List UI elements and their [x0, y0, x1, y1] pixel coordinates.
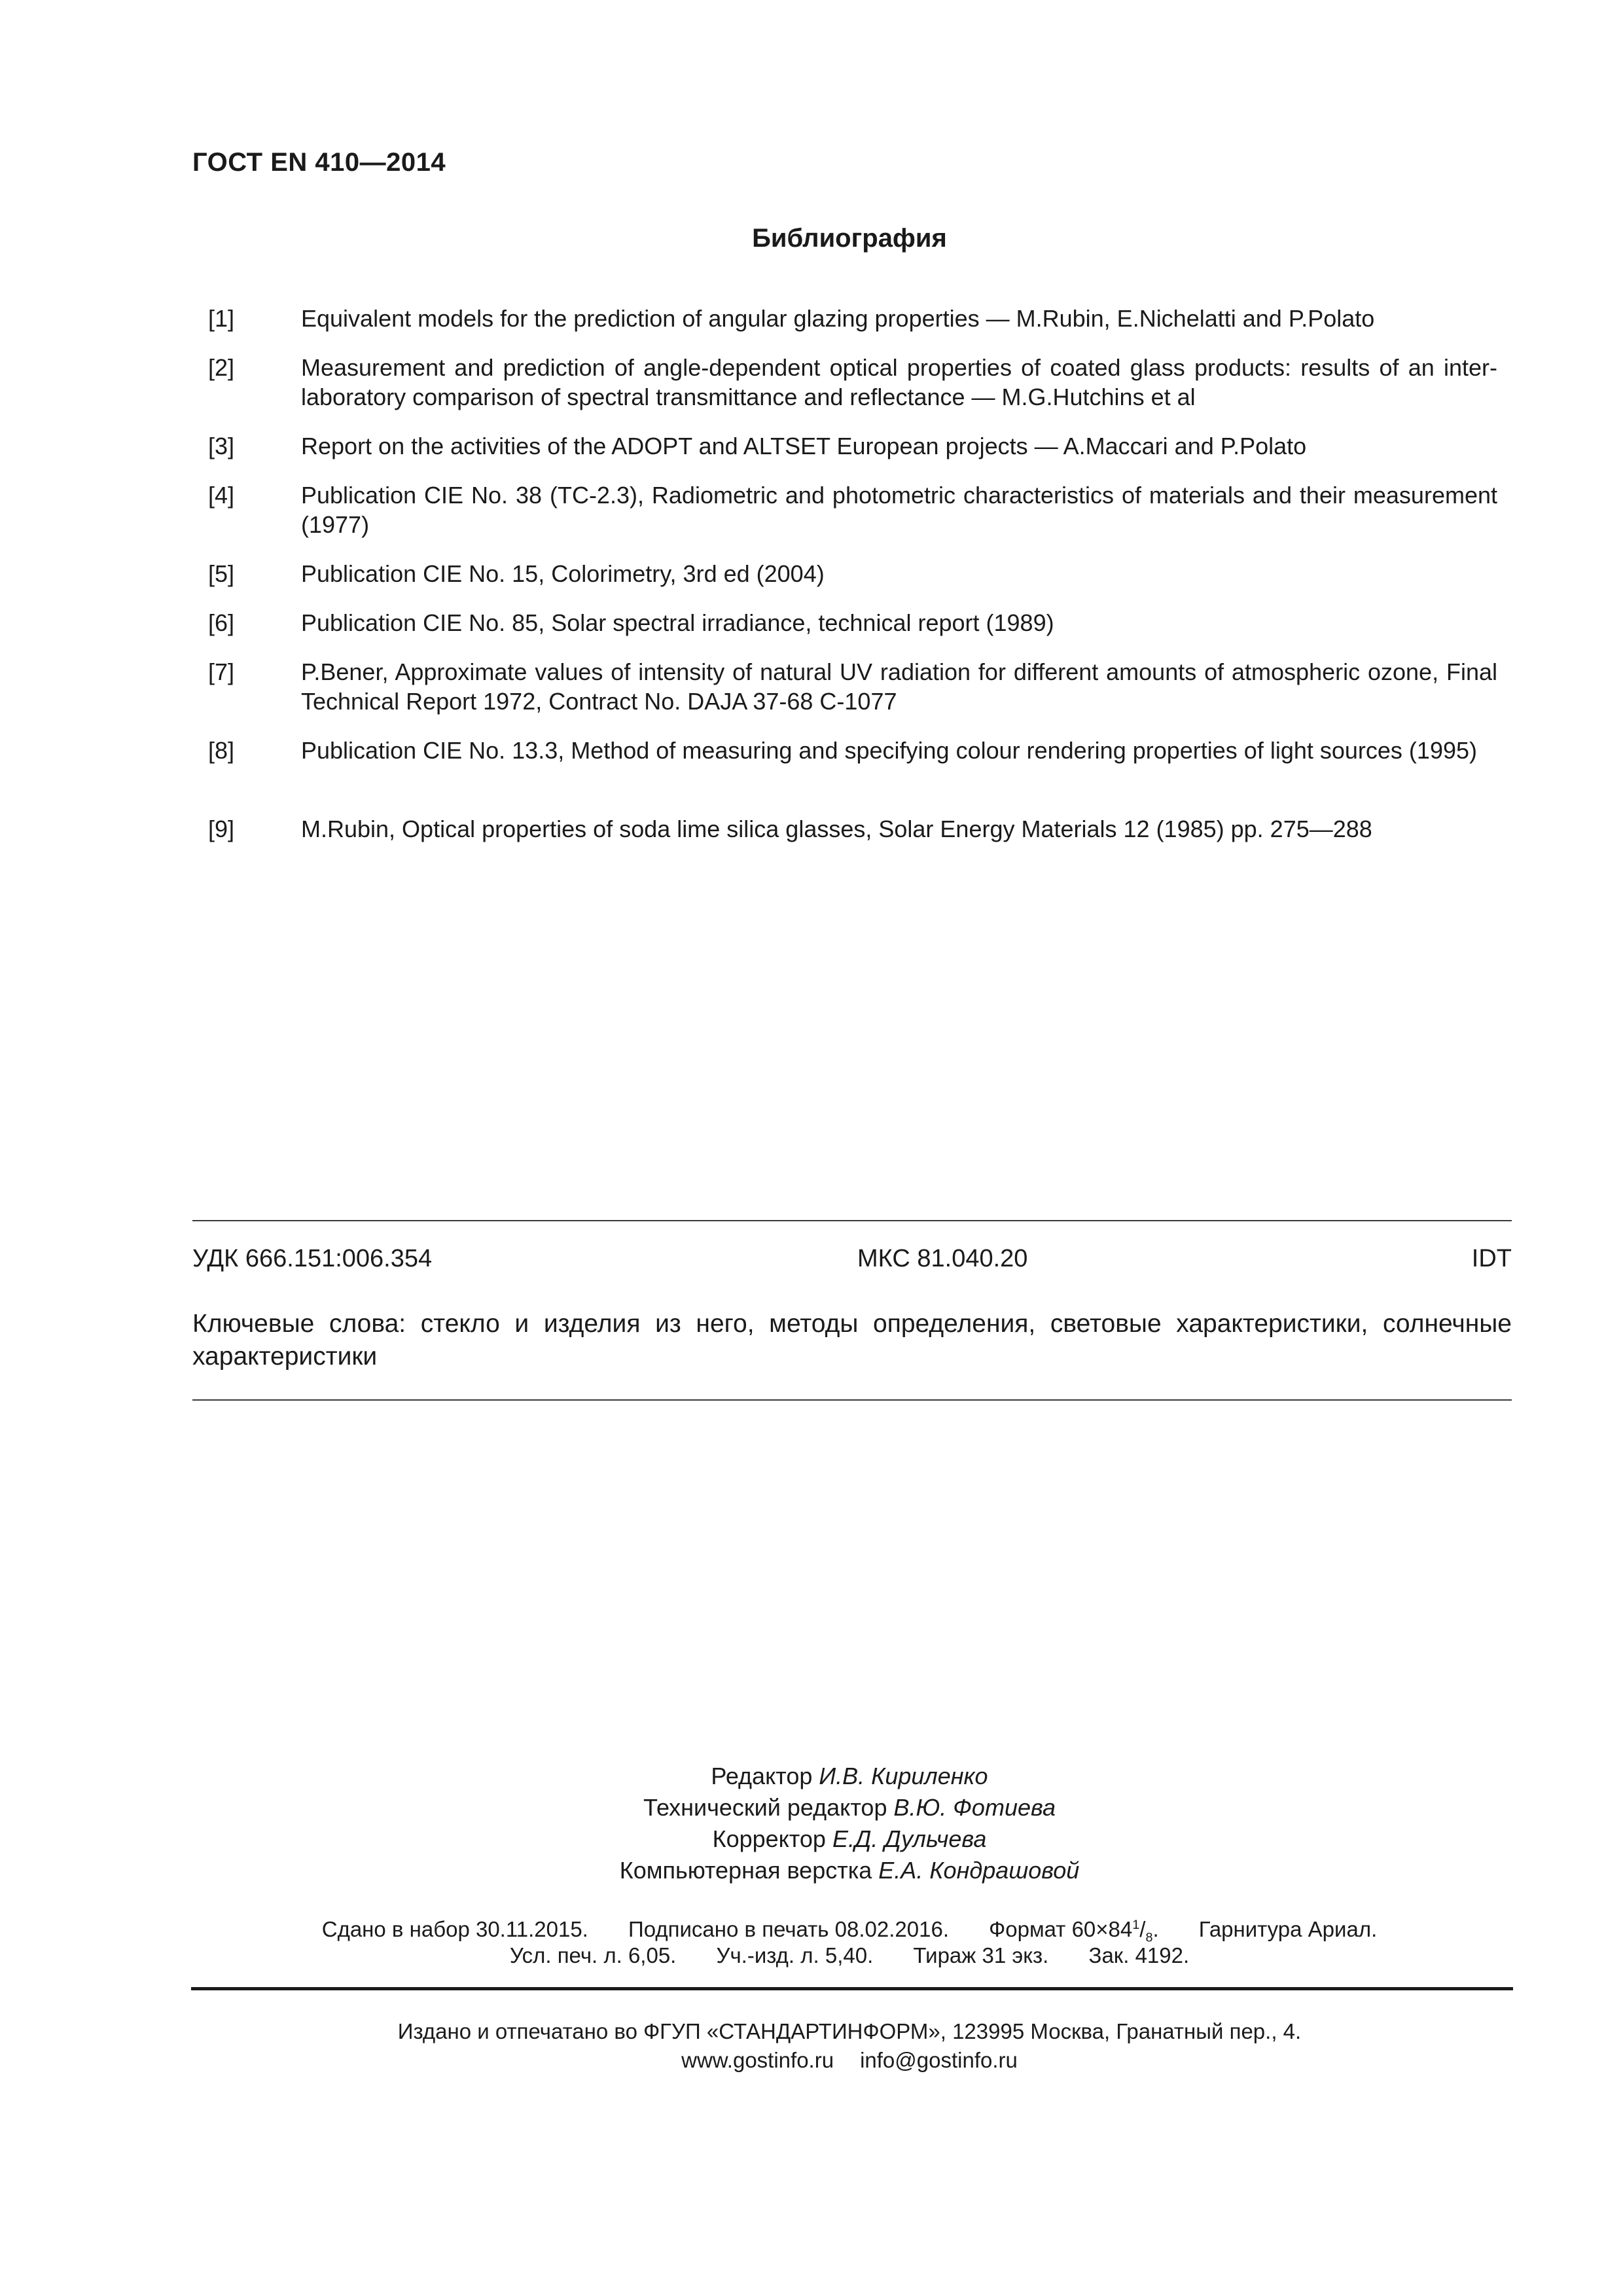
document-code: ГОСТ EN 410—2014 [192, 148, 446, 177]
credits-block [0, 1761, 1623, 1886]
publisher-contacts [0, 2046, 1623, 2075]
udk-code: УДК 666.151:006.354 [192, 1245, 433, 1272]
entry-text: Publication CIE No. 15, Colorimetry, 3rd ed (2004) [301, 560, 825, 587]
entry-text: M.Rubin, Optical properties of soda lime silica glasses, Solar Energy Materials 12 (1985) pp. 275—288 [301, 816, 1372, 842]
corrector-line [0, 1823, 1623, 1855]
mks-code: МКС 81.040.20 [857, 1245, 1028, 1272]
entry-text: Publication CIE No. 38 (TC-2.3), Radiometric and photometric characteristics of materials and their measurement (1977) [301, 482, 1497, 538]
submitted-date: Сдано в набор 30.11.2015. [321, 1917, 588, 1941]
publishing-sheets: Уч.-изд. л. 5,40. [716, 1943, 874, 1967]
editor-name: И.В. Кириленко [819, 1763, 988, 1789]
paper-format: Формат $60\times 84^1/_8$. [989, 1917, 1159, 1945]
print-info-line-2 [0, 1941, 1623, 1969]
entry-text: Report on the activities of the ADOPT and ALTSET European projects — A.Maccari and P.Polato [301, 433, 1307, 459]
email-link[interactable]: info@gostinfo.ru [860, 2048, 1018, 2072]
entry-number: [4] [208, 482, 235, 509]
entry-number: [3] [208, 433, 235, 459]
entry-text: Measurement and prediction of angle-dependent optical properties of coated glass products: results of an inter-laboratory comparison of spectral transmittance and reflectance — M.G.Hutchins et al [301, 354, 1497, 410]
entry-number: [8] [208, 737, 235, 764]
typeface: Гарнитура Ариал. [1198, 1917, 1378, 1941]
printed-sheets: Усл. печ. л. 6,05. [509, 1943, 677, 1967]
entry-text: Publication CIE No. 13.3, Method of measuring and specifying colour rendering properties of light sources (1995) [301, 737, 1477, 764]
layout-label: Компьютерная верстка [619, 1857, 872, 1884]
bottom-divider [191, 1987, 1513, 1990]
entry-text: P.Bener, Approximate values of intensity of natural UV radiation for different amounts of atmospheric ozone, Final Technical Report 1972, Contract No. DAJA 37-68 C-1077 [301, 658, 1497, 715]
tech-editor-label: Технический редактор [643, 1794, 887, 1821]
keywords: Ключевые слова: стекло и изделия из него, методы определения, световые характеристики, солнечные характеристики [192, 1310, 1512, 1371]
entry-number: [6] [208, 609, 235, 636]
tech-editor-name: В.Ю. Фотиева [893, 1794, 1056, 1821]
publisher-line: Издано и отпечатано во ФГУП «СТАНДАРТИНФОРМ», 123995 Москва, Гранатный пер., 4. [397, 2019, 1302, 2043]
top-divider [192, 1220, 1512, 1221]
layout-line [0, 1855, 1623, 1886]
tech-editor-line [0, 1792, 1623, 1823]
editor-label: Редактор [711, 1763, 813, 1789]
order-number: Зак. 4192. [1088, 1943, 1190, 1967]
bibliography-title: Библиография [752, 224, 947, 253]
entry-number: [7] [208, 658, 235, 685]
entry-text: Equivalent models for the prediction of angular glazing properties — M.Rubin, E.Nichelatti and P.Polato [301, 305, 1375, 332]
idt-label: IDT [1471, 1245, 1512, 1272]
circulation: Тираж 31 экз. [913, 1943, 1049, 1967]
website-link[interactable]: www.gostinfo.ru [681, 2048, 834, 2072]
entry-number: [5] [208, 560, 235, 587]
entry-number: [1] [208, 305, 235, 332]
entry-number: [2] [208, 354, 235, 381]
signed-date: Подписано в печать 08.02.2016. [628, 1917, 949, 1941]
entry-text: Publication CIE No. 85, Solar spectral irradiance, technical report (1989) [301, 609, 1054, 636]
layout-name: Е.А. Кондрашовой [878, 1857, 1080, 1884]
corrector-name: Е.Д. Дульчева [832, 1825, 987, 1852]
editor-line [0, 1761, 1623, 1792]
middle-divider [192, 1399, 1512, 1401]
publisher-block [0, 2017, 1623, 2075]
entry-number: [9] [208, 816, 235, 842]
corrector-label: Корректор [712, 1825, 826, 1852]
